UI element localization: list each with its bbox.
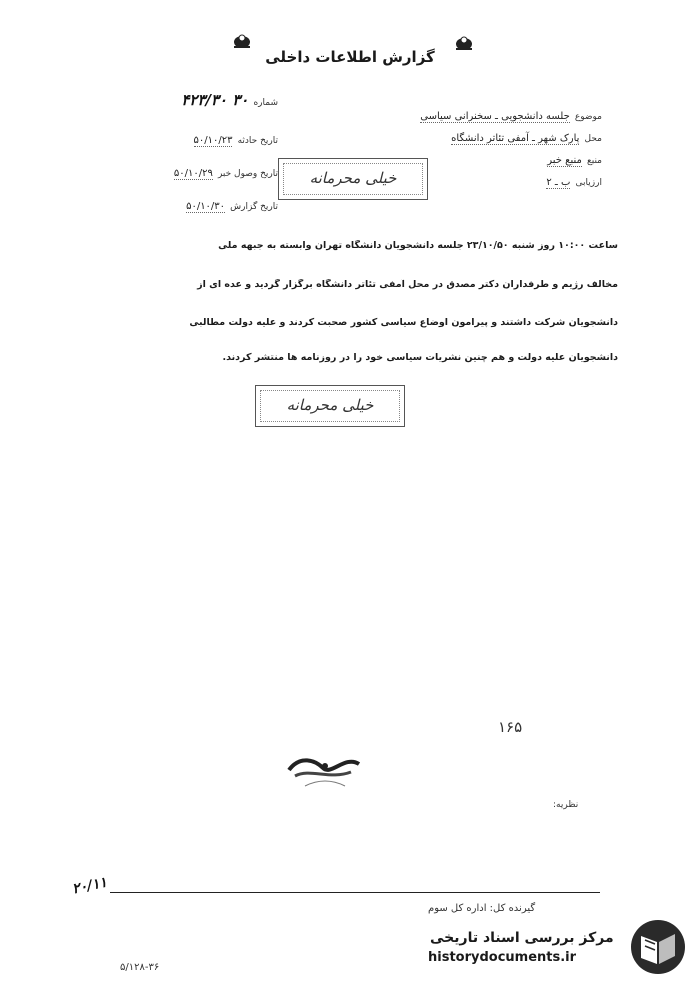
report-date-field: تاریخ گزارش ۵۰/۱۰/۳۰ (186, 201, 278, 212)
watermark-url: historydocuments.ir (428, 950, 577, 965)
ink-smudge-icon (285, 750, 365, 790)
body-line-4: دانشجویان علیه دولت و هم چنین نشریات سیاسی خود را در روزنامه ها منتشر کردند. (222, 352, 618, 363)
report-date-value: ۵۰/۱۰/۳۰ (186, 201, 226, 212)
stamp-border (283, 163, 423, 195)
receipt-date-value: ۵۰/۱۰/۲۹ (173, 168, 213, 179)
document-code: ۵/۱۲۸-۳۶ (120, 962, 160, 973)
page-number: ۱۶۵ (498, 718, 523, 736)
location-value: پارک شهر ـ آمفی تئاتر دانشگاه (451, 133, 580, 144)
meta-field-subject: موضوع جلسه دانشجویی ـ سخنرانی سیاسی (420, 111, 602, 122)
receipt-date-field: تاریخ وصول خبر ۵۰/۱۰/۲۹ (173, 168, 278, 179)
classification-stamp-middle: خیلی محرمانه (255, 385, 405, 427)
watermark-logo-icon (627, 918, 689, 976)
stamp-border (260, 390, 400, 422)
evaluation-value: ب ـ ۲ (546, 177, 571, 188)
body-line-2: مخالف رژیم و طرفداران دکتر مصدق در محل آمفی تئاتر دانشگاه برگزار گردید و عده ای از (197, 279, 618, 290)
body-line-3: دانشجویان شرکت داشتند و پیرامون اوضاع سیاسی کشور صحبت کردند و علیه دولت مطالبی (189, 317, 618, 328)
source-value: منبع خبر (547, 155, 582, 166)
number-value: ۳۰ ۴۲۳/۳۰ (181, 91, 249, 109)
classification-stamp-top: خیلی محرمانه (278, 158, 428, 200)
meta-field-evaluation: ارزیابی ب ـ ۲ (546, 177, 602, 188)
incident-date-field: تاریخ حادثه ۵۰/۱۰/۲۳ (193, 135, 278, 146)
recipient-line: گیرنده کل: اداره کل سوم (428, 903, 536, 914)
emblem-right-icon (452, 34, 476, 52)
document-title: گزارش اطلاعات داخلی (265, 48, 435, 66)
body-line-1: ساعت ۱۰:۰۰ روز شنبه ۲۳/۱۰/۵۰ جلسه دانشجویان دانشگاه تهران وابسته به جبهه ملی (218, 240, 618, 251)
handwritten-note: ۲۰/۱۱ (70, 874, 109, 898)
opinion-label: نظریه: (553, 800, 579, 810)
meta-field-location: محل پارک شهر ـ آمفی تئاتر دانشگاه (451, 133, 602, 144)
subject-value: جلسه دانشجویی ـ سخنرانی سیاسی (420, 111, 570, 122)
incident-date-value: ۵۰/۱۰/۲۳ (193, 135, 233, 146)
watermark-name: مرکز بررسی اسناد تاریخی (430, 930, 614, 946)
number-field: شماره ۳۰ ۴۲۳/۳۰ (181, 91, 278, 109)
footer-rule (110, 892, 600, 893)
meta-field-source: منبع منبع خبر (547, 155, 602, 166)
